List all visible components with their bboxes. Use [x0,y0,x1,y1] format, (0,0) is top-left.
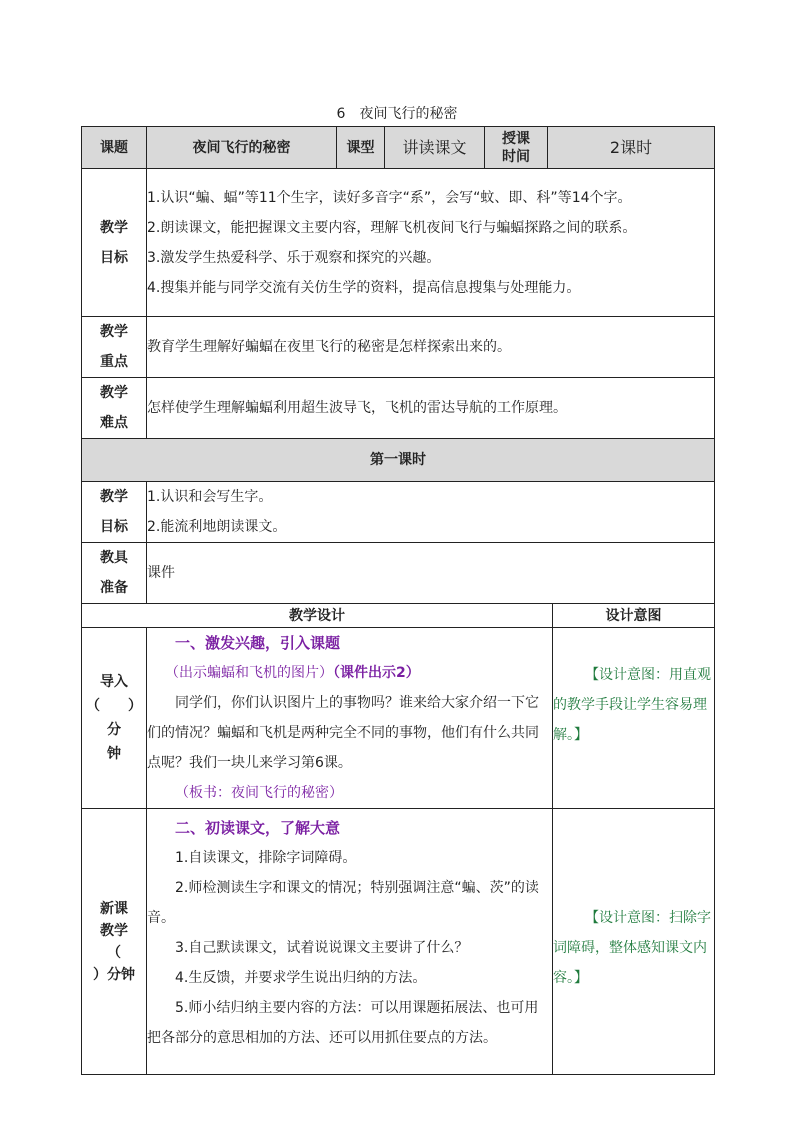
new-lesson-content [147,809,553,1075]
intro-content [147,628,553,809]
lesson-plan-table [81,126,715,1075]
design-header-row [82,604,715,628]
goals-label-line1: 教学 [100,219,128,236]
lesson-goals-label [82,482,147,543]
goal-item-1: 1.认识“蝙、蝠”等11个生字，读好多音字“系”，会写“蚊、即、科”等14个字。 [147,189,632,206]
new-lesson-step-5: 5.师小结归纳主要内容的方法：可以用课题拓展法、也可用把各部分的意思相加的方法、还可以用抓住要点的方法。 [147,1000,539,1046]
design-header: 教学设计 [82,604,553,628]
key-point-label-line2: 重点 [100,354,128,370]
new-lesson-step-3: 3.自己默读课文，试着说说课文主要讲了什么？ [175,940,469,956]
lesson-goal-item-2: 2.能流利地朗读课文。 [147,519,287,535]
intro-line1 [147,658,552,688]
tools-label-line1: 教具 [100,550,128,566]
time-label-line2: 时间 [502,148,530,165]
goals-row [82,169,715,317]
new-lesson-label-line1: 新课 [100,900,128,917]
new-lesson-step-2: 2.师检测读生字和课文的情况；特别强调注意“蝙、茨”的读音。 [147,880,539,926]
first-lesson-row [82,439,715,482]
goals-label [82,169,147,317]
type-label: 课型 [337,127,385,169]
lesson-goals-content [147,482,715,543]
intro-board: （板书：夜间飞行的秘密） [175,785,343,801]
new-lesson-label-line2: 教学 [100,922,128,939]
new-lesson-heading: 二、初读课文，了解大意 [175,819,341,837]
new-lesson-step-4: 4.生反馈，并要求学生说出归纳的方法。 [175,970,427,986]
new-lesson-label-line4: ）分钟 [93,966,135,983]
new-lesson-label [82,809,147,1075]
tools-text: 课件 [147,543,715,604]
goals-label-line2: 目标 [100,249,128,266]
key-point-text: 教育学生理解好蝙蝠在夜里飞行的秘密是怎样探索出来的。 [147,317,715,378]
lesson-goals-row [82,482,715,543]
first-lesson-title: 第一课时 [82,439,715,482]
tools-row [82,543,715,604]
difficulty-row [82,378,715,439]
time-label-line1: 授课 [502,130,530,147]
intro-label-line2: （ ）分 [86,698,142,738]
topic-label: 课题 [82,127,147,169]
new-lesson-step-1: 1.自读课文，排除字词障碍。 [175,850,357,866]
goal-item-3: 3.激发学生热爱科学、乐于观察和探究的兴趣。 [147,249,441,266]
key-point-row [82,317,715,378]
tools-label-line2: 准备 [100,580,128,596]
difficulty-label-line2: 难点 [100,415,128,431]
lesson-goal-item-1: 1.认识和会写生字。 [147,489,273,505]
intro-paragraph: 同学们，你们认识图片上的事物吗？谁来给大家介绍一下它们的情况？蝙蝠和飞机是两种完全不同的事物，他们有什么共同点呢？我们一块儿来学习第6课。 [147,695,539,771]
difficulty-label [82,378,147,439]
header-row [82,127,715,169]
new-lesson-intent: 【设计意图：扫除字词障碍，整体感知课文内容。】 [553,809,715,1075]
goals-content [147,169,715,317]
intro-label [82,628,147,809]
key-point-label-line1: 教学 [100,324,128,340]
new-lesson-label-line3: （ [107,944,121,961]
intro-label-line3: 钟 [107,746,121,762]
goal-item-4: 4.搜集并能与同学交流有关仿生学的资料，提高信息搜集与处理能力。 [147,279,581,296]
intro-label-line1: 导入 [100,674,128,690]
time-value: 2课时 [548,127,715,169]
lesson-goals-label-line2: 目标 [100,519,128,535]
key-point-label [82,317,147,378]
difficulty-text: 怎样使学生理解蝙蝠利用超生波导飞，飞机的雷达导航的工作原理。 [147,378,715,439]
tools-label [82,543,147,604]
document-title: 6 夜间飞行的秘密 [336,106,458,122]
intro-row [82,628,715,809]
intro-intent: 【设计意图：用直观的教学手段让学生容易理解。】 [553,628,715,809]
time-label [485,127,548,169]
goal-item-2: 2.朗读课文，能把握课文主要内容，理解飞机夜间飞行与蝙蝠探路之间的联系。 [147,219,637,236]
new-lesson-row [82,809,715,1075]
lesson-goals-label-line1: 教学 [100,489,128,505]
type-value: 讲读课文 [385,127,485,169]
intro-line1-a: （出示蝙蝠和飞机的图片） [165,665,333,681]
topic-value: 夜间飞行的秘密 [147,127,337,169]
intro-heading: 一、激发兴趣，引入课题 [175,634,341,652]
intro-line1-b: （课件出示2） [333,665,420,681]
intent-header: 设计意图 [553,604,715,628]
difficulty-label-line1: 教学 [100,385,128,401]
